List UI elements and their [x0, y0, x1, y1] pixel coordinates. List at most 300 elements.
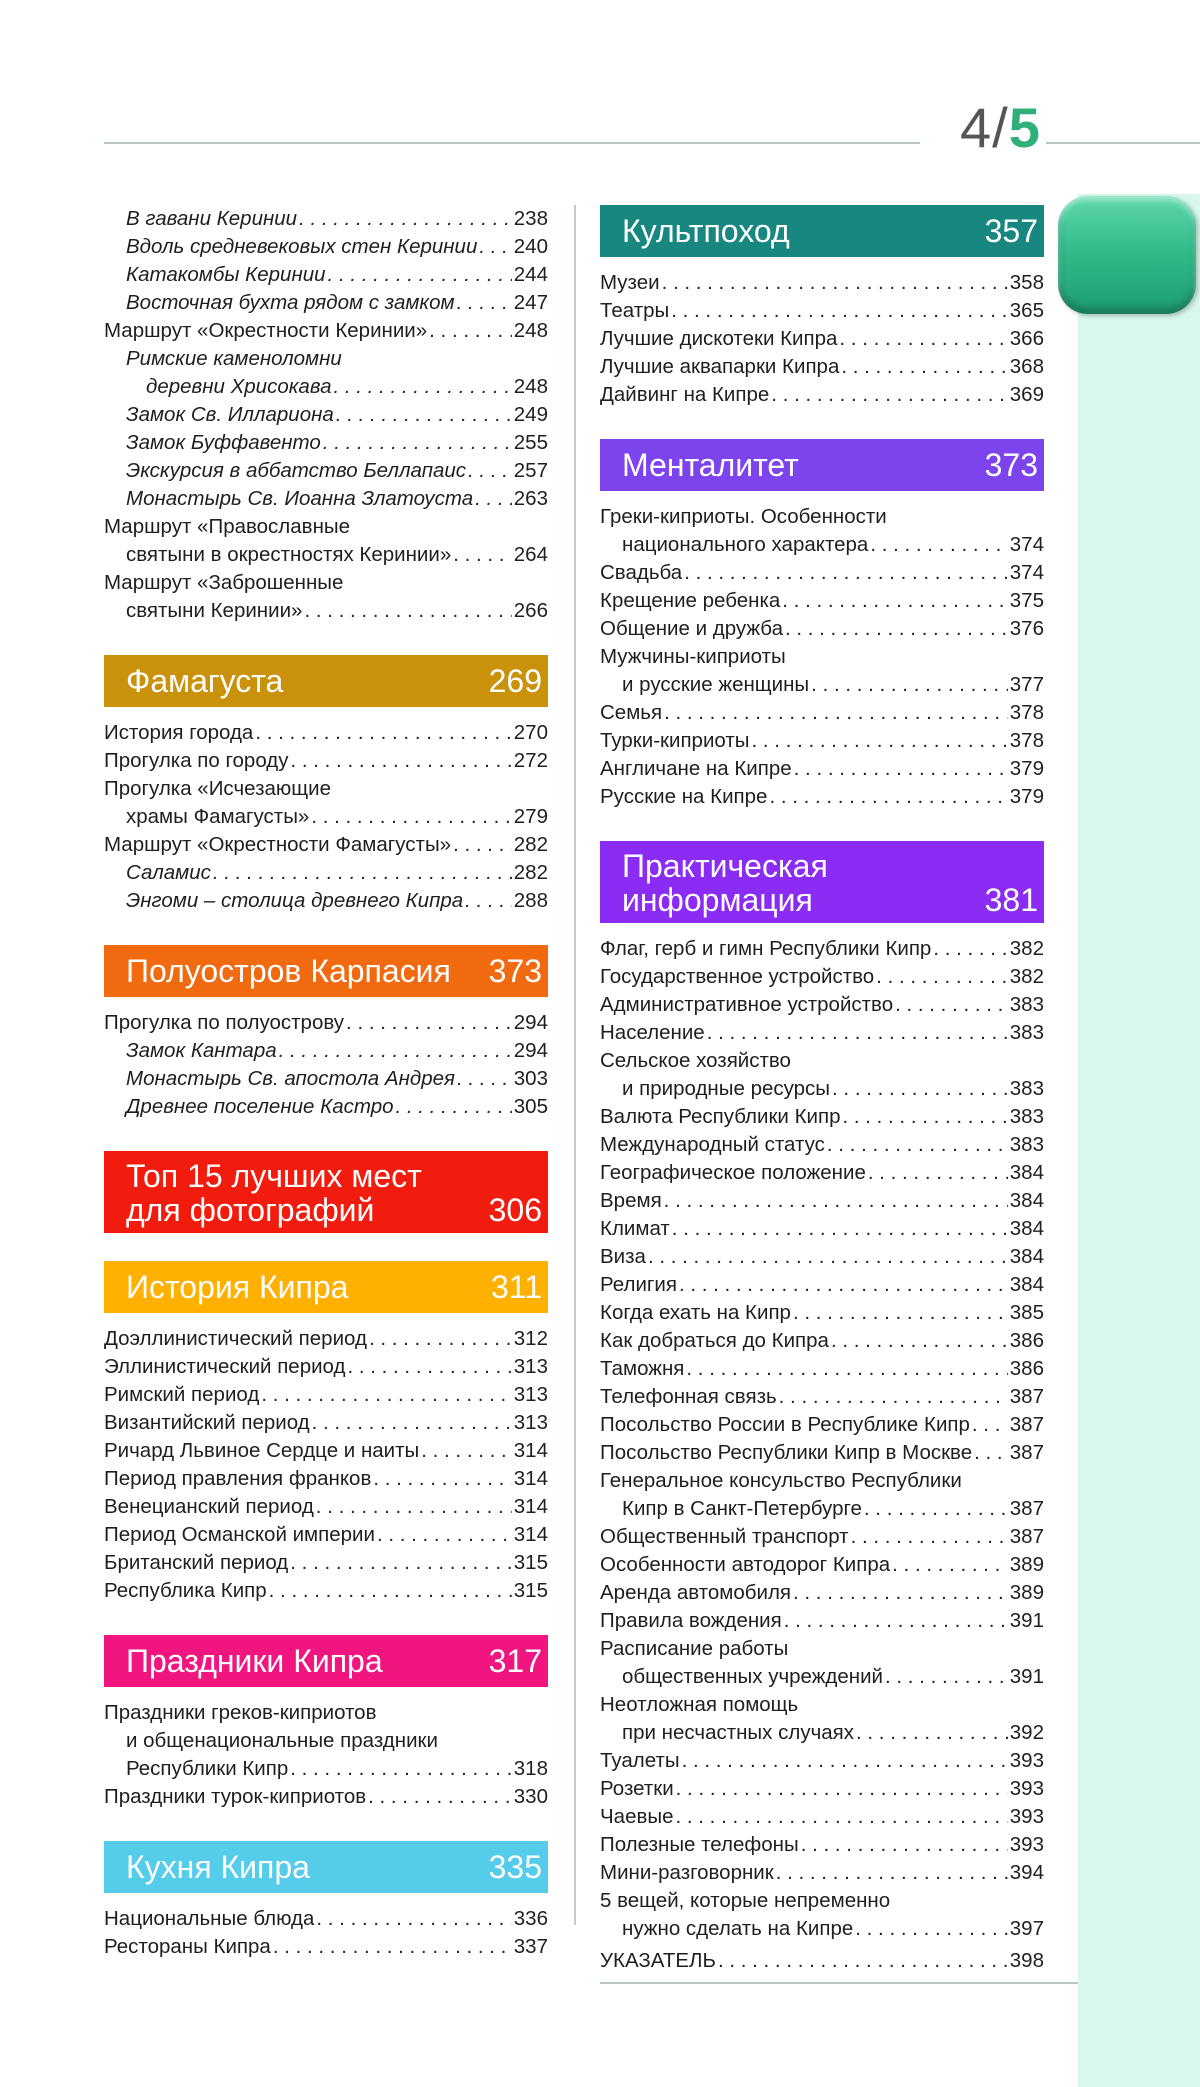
toc-entry[interactable] — [104, 1783, 548, 1811]
section-page: 269 — [488, 663, 542, 699]
toc-entry[interactable] — [104, 1437, 548, 1465]
toc-entry[interactable] — [600, 1187, 1044, 1215]
toc-entry-page: 387 — [1009, 1413, 1044, 1436]
toc-entry[interactable] — [104, 1093, 548, 1121]
dot-leader — [682, 1747, 1008, 1775]
toc-entry-page: 386 — [1009, 1357, 1044, 1380]
toc-entry[interactable] — [104, 1353, 548, 1381]
toc-entry-title: Кипр в Санкт-Петербурге — [622, 1497, 862, 1520]
toc-entry-title: Монастырь Св. Иоанна Златоуста — [126, 487, 474, 510]
dot-leader — [421, 1437, 512, 1465]
toc-entry-title: Посольство России в Республике Кипр — [600, 1413, 970, 1436]
toc-entry-page: 384 — [1009, 1217, 1044, 1240]
section-header[interactable] — [104, 1635, 548, 1687]
toc-entry-title: Англичане на Кипре — [600, 757, 792, 780]
toc-entry-page: 383 — [1009, 1105, 1044, 1128]
dot-leader — [801, 1831, 1008, 1859]
section-header[interactable] — [104, 655, 548, 707]
toc-entry-page: 313 — [513, 1355, 548, 1378]
toc-entry-page: 375 — [1009, 589, 1044, 612]
toc-entry-line: Генеральное консульство Республики — [600, 1469, 962, 1492]
toc-entry-title: Замок Кантара — [126, 1039, 277, 1062]
section-page: 306 — [488, 1192, 542, 1228]
dot-leader — [686, 1355, 1007, 1383]
section-title: Менталитет — [622, 447, 799, 483]
toc-entry-title: храмы Фамагусты» — [126, 805, 310, 828]
toc-entry[interactable] — [600, 991, 1044, 1019]
toc-entry-line: Расписание работы — [600, 1637, 789, 1660]
toc-entry-page: 382 — [1009, 937, 1044, 960]
toc-entry[interactable] — [104, 1699, 548, 1783]
toc-entry[interactable] — [104, 1381, 548, 1409]
dot-leader — [323, 429, 512, 457]
toc-entry-line: Греки-киприоты. Особенности — [600, 505, 887, 528]
dot-leader — [336, 401, 512, 429]
toc-entry-title: Восточная бухта рядом с замком — [126, 291, 455, 314]
toc-entry[interactable] — [600, 1383, 1044, 1411]
toc-entry[interactable] — [104, 1493, 548, 1521]
dot-leader — [707, 1019, 1008, 1047]
toc-entry-page: 337 — [513, 1935, 548, 1958]
toc-entry-page: 330 — [513, 1785, 548, 1808]
toc-entry[interactable] — [600, 727, 1044, 755]
toc-entry-title: Русские на Кипре — [600, 785, 768, 808]
toc-entry-title: Лучшие аквапарки Кипра — [600, 355, 840, 378]
dot-leader — [261, 1381, 511, 1409]
dot-leader — [290, 747, 511, 775]
toc-entry[interactable] — [104, 485, 548, 513]
toc-entry-page: 392 — [1009, 1721, 1044, 1744]
toc-entry[interactable] — [600, 1775, 1044, 1803]
toc-entry[interactable] — [600, 1131, 1044, 1159]
toc-entry-title: Турки-киприоты — [600, 729, 750, 752]
toc-section — [600, 439, 1044, 811]
toc-entry[interactable] — [600, 1607, 1044, 1635]
toc-entry[interactable] — [600, 1299, 1044, 1327]
toc-entry-title: нужно сделать на Кипре — [622, 1917, 854, 1940]
toc-entry-page: 369 — [1009, 383, 1044, 406]
toc-entry-title: Венецианский период — [104, 1495, 314, 1518]
dot-leader — [895, 991, 1008, 1019]
section-entries — [104, 1905, 548, 1961]
toc-entry-page: 257 — [513, 459, 548, 482]
page-indicator — [960, 96, 1041, 160]
toc-entry-title: Период Османской империи — [104, 1523, 375, 1546]
toc-entry-page: 303 — [513, 1067, 548, 1090]
section-header[interactable] — [104, 1841, 548, 1893]
toc-section — [600, 841, 1044, 1943]
dot-leader — [346, 1009, 512, 1037]
toc-entry-page: 312 — [513, 1327, 548, 1350]
dot-leader — [785, 615, 1008, 643]
dot-leader — [255, 719, 511, 747]
toc-entry[interactable] — [104, 205, 548, 233]
left-column — [104, 205, 548, 1991]
toc-entry[interactable] — [600, 503, 1044, 559]
toc-entry[interactable] — [600, 1831, 1044, 1859]
dot-leader — [974, 1439, 1008, 1467]
toc-entry[interactable] — [600, 1439, 1044, 1467]
dot-leader — [273, 1933, 512, 1961]
section-header[interactable] — [104, 1261, 548, 1313]
toc-entry-page: 314 — [513, 1467, 548, 1490]
toc-entry[interactable] — [104, 1009, 548, 1037]
dot-leader — [316, 1493, 512, 1521]
dot-leader — [868, 1159, 1008, 1187]
toc-entry[interactable] — [600, 1467, 1044, 1523]
toc-entry[interactable] — [104, 831, 548, 859]
toc-entry[interactable] — [104, 719, 548, 747]
dot-leader — [311, 803, 511, 831]
toc-entry-title: Таможня — [600, 1357, 685, 1380]
dot-leader — [856, 1719, 1008, 1747]
toc-entry-page: 384 — [1009, 1273, 1044, 1296]
dot-leader — [794, 755, 1008, 783]
toc-entry-page: 387 — [1009, 1525, 1044, 1548]
toc-entry-title: Международный статус — [600, 1133, 825, 1156]
toc-entry[interactable] — [600, 1047, 1044, 1103]
toc-entry[interactable] — [104, 1521, 548, 1549]
toc-entry-title: общественных учреждений — [622, 1665, 884, 1688]
toc-section — [104, 655, 548, 915]
toc-entry-page: 374 — [1009, 561, 1044, 584]
dot-leader — [304, 597, 511, 625]
dot-leader — [333, 373, 511, 401]
toc-entry-page: 314 — [513, 1523, 548, 1546]
section-title: Топ 15 лучших мест для фотографий — [126, 1158, 422, 1228]
toc-entry-line: Сельское хозяйство — [600, 1049, 791, 1072]
toc-entry[interactable] — [600, 643, 1044, 699]
toc-entry[interactable] — [600, 269, 1044, 297]
dot-leader — [369, 1325, 512, 1353]
toc-entry-page: 376 — [1009, 617, 1044, 640]
dot-leader — [851, 1523, 1008, 1551]
toc-entry-title: Монастырь Св. апостола Андрея — [126, 1067, 455, 1090]
dot-leader — [784, 1607, 1008, 1635]
toc-entry-title: Энгоми – столица древнего Кипра — [126, 889, 464, 912]
toc-entry-page: 398 — [1009, 1949, 1044, 1972]
toc-entry-title: Семья — [600, 701, 663, 724]
section-entries — [104, 719, 548, 915]
toc-entry-page: 238 — [513, 207, 548, 230]
toc-entry-title: Катакомбы Керинии — [126, 263, 326, 286]
toc-entry[interactable] — [600, 1523, 1044, 1551]
toc-entry[interactable] — [104, 345, 548, 401]
toc-entry-title: Аренда автомобиля — [600, 1581, 792, 1604]
toc-entry[interactable] — [104, 747, 548, 775]
toc-entry-page: 368 — [1009, 355, 1044, 378]
toc-entry[interactable] — [600, 755, 1044, 783]
toc-entry-page: 384 — [1009, 1161, 1044, 1184]
section-page: 317 — [488, 1643, 542, 1679]
section-page: 335 — [488, 1849, 542, 1885]
dot-leader — [465, 887, 512, 915]
toc-entry-title: Флаг, герб и гимн Республики Кипр — [600, 937, 932, 960]
toc-entry-title: Ричард Львиное Сердце и наиты — [104, 1439, 420, 1462]
toc-entry[interactable] — [600, 615, 1044, 643]
toc-entry-page: 282 — [513, 861, 548, 884]
toc-entry-page: 389 — [1009, 1581, 1044, 1604]
toc-entry-page: 386 — [1009, 1329, 1044, 1352]
toc-entry-page: 305 — [513, 1095, 548, 1118]
toc-entry[interactable] — [600, 783, 1044, 811]
dot-leader — [827, 1131, 1008, 1159]
toc-entry-title: святыни в окрестностях Керинии» — [126, 543, 452, 566]
right-column — [600, 205, 1044, 1975]
toc-entry[interactable] — [600, 1551, 1044, 1579]
toc-entry[interactable] — [600, 1887, 1044, 1943]
toc-entry-page: 377 — [1009, 673, 1044, 696]
toc-entry-page: 244 — [513, 263, 548, 286]
section-header[interactable] — [104, 945, 548, 997]
toc-entry[interactable] — [600, 325, 1044, 353]
toc-entry[interactable] — [104, 289, 548, 317]
toc-entry-page: 391 — [1009, 1665, 1044, 1688]
toc-entry-title: Когда ехать на Кипр — [600, 1301, 791, 1324]
toc-entry-title: Саламис — [126, 861, 211, 884]
toc-entry[interactable] — [600, 1803, 1044, 1831]
toc-entry[interactable] — [104, 1577, 548, 1605]
side-strip — [1078, 194, 1200, 2087]
toc-entry-title: Чаевые — [600, 1805, 674, 1828]
toc-entry-title: Доэллинистический период — [104, 1327, 367, 1350]
dot-leader — [468, 457, 512, 485]
dot-leader — [453, 541, 512, 569]
toc-entry-page: 378 — [1009, 729, 1044, 752]
toc-entry-page: 255 — [513, 431, 548, 454]
toc-entry-line: Римские каменоломни — [126, 347, 342, 370]
toc-entry-page: 315 — [513, 1551, 548, 1574]
toc-entry-page: 358 — [1009, 271, 1044, 294]
toc-entry-title: Религия — [600, 1273, 677, 1296]
toc-entry-page: 313 — [513, 1383, 548, 1406]
toc-entry-title: Виза — [600, 1245, 646, 1268]
page-total: 5 — [1008, 96, 1041, 159]
top-rule-right — [1046, 142, 1200, 144]
dot-leader — [684, 559, 1008, 587]
toc-entry[interactable] — [600, 1355, 1044, 1383]
toc-entry-page: 314 — [513, 1439, 548, 1462]
toc-entry[interactable] — [600, 381, 1044, 409]
dot-leader — [672, 1215, 1008, 1243]
toc-entry-page: 247 — [513, 291, 548, 314]
toc-entry-page: 336 — [513, 1907, 548, 1930]
toc-entry[interactable] — [104, 1065, 548, 1093]
toc-entry-title: Дайвинг на Кипре — [600, 383, 770, 406]
toc-entry-page: 384 — [1009, 1189, 1044, 1212]
section-page: 357 — [984, 213, 1038, 249]
page-slash: / — [992, 96, 1009, 159]
toc-entry[interactable] — [104, 1037, 548, 1065]
toc-entry-title: Прогулка по полуострову — [104, 1011, 345, 1034]
toc-entry-title: Театры — [600, 299, 670, 322]
toc-entry[interactable] — [104, 261, 548, 289]
page-current: 4 — [960, 96, 993, 159]
dot-leader — [793, 1579, 1008, 1607]
dot-leader — [839, 325, 1007, 353]
dot-leader — [771, 381, 1007, 409]
toc-entry-page: 382 — [1009, 965, 1044, 988]
dot-leader — [373, 1465, 511, 1493]
toc-entry-page: 266 — [513, 599, 548, 622]
toc-entry[interactable] — [600, 963, 1044, 991]
toc-entry[interactable] — [104, 1549, 548, 1577]
toc-entry-line: и общенациональные праздники — [126, 1729, 438, 1752]
dot-leader — [290, 1549, 512, 1577]
dot-leader — [842, 1103, 1007, 1131]
toc-entry-title: Экскурсия в аббатство Беллапаис — [126, 459, 467, 482]
toc-entry-title: Мини-разговорник — [600, 1861, 774, 1884]
toc-entry-page: 397 — [1009, 1917, 1044, 1940]
toc-entry[interactable] — [600, 353, 1044, 381]
toc-entry[interactable] — [104, 887, 548, 915]
toc-entry[interactable] — [104, 1465, 548, 1493]
toc-entry[interactable] — [104, 775, 548, 831]
toc-entry-page: 389 — [1009, 1553, 1044, 1576]
toc-entry[interactable] — [600, 297, 1044, 325]
toc-entry[interactable] — [600, 1691, 1044, 1747]
toc-entry-page: 374 — [1009, 533, 1044, 556]
toc-entry-line: Мужчины-киприоты — [600, 645, 786, 668]
toc-entry[interactable] — [600, 1103, 1044, 1131]
toc-entry-title: Крещение ребенка — [600, 589, 781, 612]
toc-entry[interactable] — [104, 1325, 548, 1353]
dot-leader — [864, 1495, 1008, 1523]
toc-entry[interactable] — [600, 699, 1044, 727]
dot-leader — [316, 1905, 511, 1933]
toc-entry-title: История города — [104, 721, 254, 744]
toc-entry-title: Полезные телефоны — [600, 1833, 799, 1856]
toc-entry[interactable] — [600, 1243, 1044, 1271]
toc-entry[interactable] — [600, 559, 1044, 587]
toc-entry-page: 393 — [1009, 1805, 1044, 1828]
dot-leader — [676, 1803, 1008, 1831]
toc-entry-page: 240 — [513, 235, 548, 258]
toc-entry-title: Туалеты — [600, 1749, 680, 1772]
toc-entry-title: Византийский период — [104, 1411, 310, 1434]
toc-entry-title: Административное устройство — [600, 993, 894, 1016]
toc-entry-page: 387 — [1009, 1385, 1044, 1408]
toc-entry[interactable] — [600, 1859, 1044, 1887]
toc-entry-page: 294 — [513, 1039, 548, 1062]
toc-entry-page: 314 — [513, 1495, 548, 1518]
toc-entry-page: 391 — [1009, 1609, 1044, 1632]
toc-entry-title: В гавани Керинии — [126, 207, 298, 230]
toc-entry[interactable] — [104, 569, 548, 625]
toc-entry[interactable] — [104, 457, 548, 485]
toc-entry-page: 379 — [1009, 785, 1044, 808]
dot-leader — [671, 297, 1008, 325]
toc-entry-title: Как добраться до Кипра — [600, 1329, 829, 1352]
outro-entries — [600, 1947, 1044, 1975]
toc-entry[interactable] — [600, 1947, 1044, 1975]
toc-entry[interactable] — [600, 935, 1044, 963]
toc-entry-line: Маршрут «Заброшенные — [104, 571, 344, 594]
toc-entry[interactable] — [104, 1905, 548, 1933]
toc-entry-page: 378 — [1009, 701, 1044, 724]
toc-entry-line: Прогулка «Исчезающие — [104, 777, 331, 800]
dot-leader — [752, 727, 1008, 755]
section-header[interactable] — [104, 1151, 548, 1233]
dot-leader — [831, 1327, 1008, 1355]
toc-entry-page: 383 — [1009, 1133, 1044, 1156]
toc-entry[interactable] — [104, 859, 548, 887]
toc-entry-title: Маршрут «Окрестности Фамагусты» — [104, 833, 452, 856]
toc-entry-title: Британский период — [104, 1551, 289, 1574]
chapter-tab[interactable] — [1058, 196, 1196, 314]
toc-entry[interactable] — [600, 1215, 1044, 1243]
toc-entry-page: 248 — [513, 375, 548, 398]
toc-entry[interactable] — [600, 1019, 1044, 1047]
section-entries — [600, 935, 1044, 1943]
section-header[interactable] — [600, 205, 1044, 257]
toc-entry-title: Географическое положение — [600, 1161, 866, 1184]
toc-entry[interactable] — [600, 1747, 1044, 1775]
toc-entry[interactable] — [104, 401, 548, 429]
section-title: Полуостров Карпасия — [126, 953, 451, 989]
toc-entry-title: Республики Кипр — [126, 1757, 289, 1780]
toc-entry-title: Лучшие дискотеки Кипра — [600, 327, 838, 350]
section-header[interactable] — [600, 439, 1044, 491]
toc-entry[interactable] — [104, 1409, 548, 1437]
toc-entry-page: 379 — [1009, 757, 1044, 780]
toc-entry-title: Римский период — [104, 1383, 260, 1406]
dot-leader — [290, 1755, 512, 1783]
toc-entry-title: Рестораны Кипра — [104, 1935, 271, 1958]
toc-entry-page: 383 — [1009, 1021, 1044, 1044]
toc-entry[interactable] — [600, 1635, 1044, 1691]
toc-entry[interactable] — [600, 1271, 1044, 1299]
toc-entry[interactable] — [600, 587, 1044, 615]
toc-entry-line: 5 вещей, которые непременно — [600, 1889, 891, 1912]
toc-entry-title: Телефонная связь — [600, 1385, 777, 1408]
dot-leader — [811, 671, 1008, 699]
toc-entry-page: 294 — [513, 1011, 548, 1034]
section-page: 311 — [490, 1269, 542, 1305]
toc-entry[interactable] — [600, 1411, 1044, 1439]
toc-entry[interactable] — [104, 429, 548, 457]
toc-entry-title: Прогулка по городу — [104, 749, 289, 772]
dot-leader — [648, 1243, 1008, 1271]
section-entries — [104, 1699, 548, 1811]
dot-leader — [479, 233, 511, 261]
dot-leader — [841, 353, 1007, 381]
toc-entry-title: Период правления франков — [104, 1467, 372, 1490]
toc-entry-title: и природные ресурсы — [622, 1077, 831, 1100]
toc-entry[interactable] — [104, 513, 548, 569]
toc-entry-title: Свадьба — [600, 561, 683, 584]
toc-entry-title: Древнее поселение Кастро — [126, 1095, 394, 1118]
toc-entry[interactable] — [600, 1579, 1044, 1607]
dot-leader — [769, 783, 1007, 811]
section-page: 373 — [984, 447, 1038, 483]
dot-leader — [457, 1065, 512, 1093]
toc-entry[interactable] — [600, 1327, 1044, 1355]
dot-leader — [377, 1521, 512, 1549]
toc-entry[interactable] — [104, 1933, 548, 1961]
section-page: 373 — [488, 953, 542, 989]
toc-entry[interactable] — [104, 233, 548, 261]
toc-entry-title: деревни Хрисокава — [146, 375, 332, 398]
toc-entry-title: Население — [600, 1021, 705, 1044]
toc-entry[interactable] — [104, 317, 548, 345]
section-title: Кухня Кипра — [126, 1849, 310, 1885]
section-header[interactable] — [600, 841, 1044, 923]
toc-entry-page: 366 — [1009, 327, 1044, 350]
toc-entry-title: Музеи — [600, 271, 660, 294]
toc-entry-page: 249 — [513, 403, 548, 426]
toc-entry[interactable] — [600, 1159, 1044, 1187]
